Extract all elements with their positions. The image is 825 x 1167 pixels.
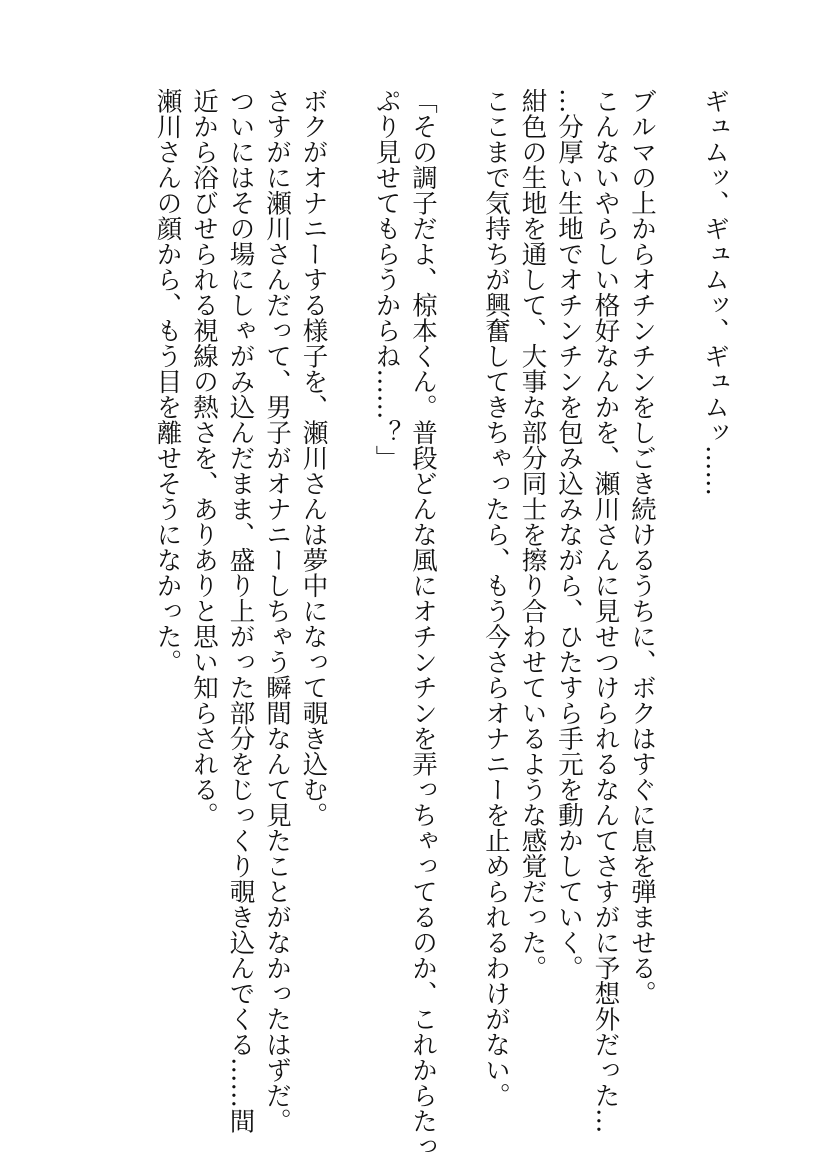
vertical-text-body (149, 88, 733, 1159)
text-line: 近から浴びせられる視線の熱さを、ありありと思い知らされる。 (189, 88, 219, 828)
text-line: こんないやらしい格好なんかを、瀬川さんに見せつけられるなんてさすがに予想外だった… (590, 88, 621, 1134)
paragraph-break (332, 88, 369, 98)
text-line: ブルマの上からオチンチンをしごき続けるうちに、ボクはすぐに息を弾ませる。 (627, 88, 657, 1006)
text-line: ボクがオナニーする様子を、瀬川さんは夢中になって覗き込む。 (298, 88, 329, 828)
text-line: ここまで気持ちが興奮してきちゃったら、もう今さらオナニーを止められるわけがない。 (481, 88, 511, 1108)
text-line: 「その調子だよ、椋本くん。普段どんな風にオチンチンを弄っちゃってるのか、これからたっ (408, 88, 438, 1159)
text-line: さすがに瀬川さんだって、男子がオナニーしちゃう瞬間なんて見たことがなかったはずだ。 (262, 88, 292, 1134)
text-line: 紺色の生地を通して、大事な部分同士を擦り合わせているような感覚だった。 (517, 88, 548, 981)
paragraph-break (660, 88, 697, 98)
text-line: ついにはその場にしゃがみ込んだまま、盛り上がった部分をじっくり覗き込んでくる……間 (225, 88, 256, 1134)
paragraph-break (441, 88, 478, 98)
text-line: ぷり見せてもらうからね……？」 (371, 88, 402, 471)
text-line: ギュムッ、ギュムッ、ギュムッ…… (700, 88, 730, 496)
text-line: …分厚い生地でオチンチンを包み込みながら、ひたすら手元を動かしていく。 (554, 88, 584, 981)
text-line: 瀬川さんの顔から、もう目を離せそうになかった。 (152, 88, 183, 675)
